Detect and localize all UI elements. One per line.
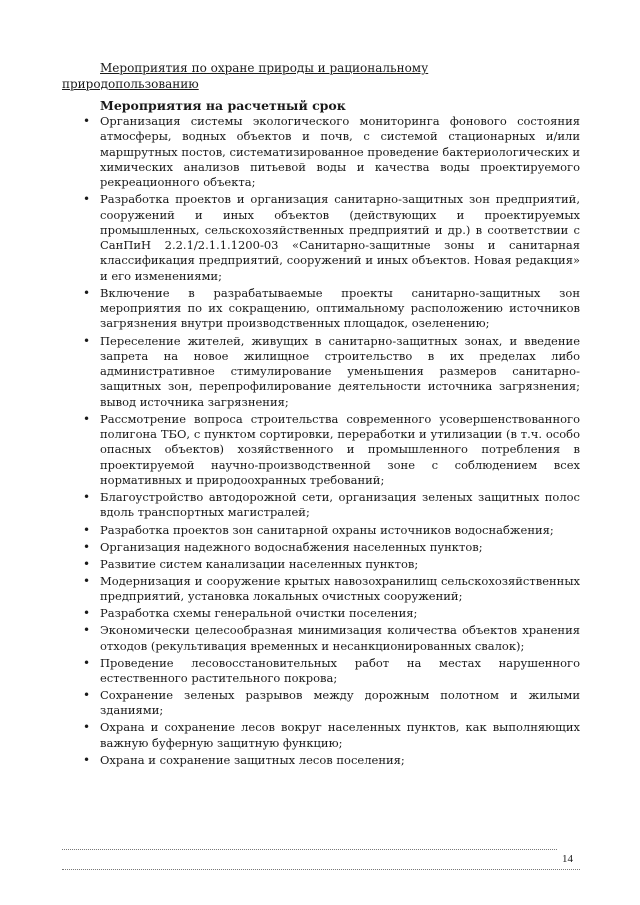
subheading: Мероприятия на расчетный срок: [100, 98, 346, 113]
bullet-icon: •: [83, 720, 91, 735]
bullet-icon: •: [83, 522, 91, 537]
list-item-text: Переселение жителей, живущих в санитарно-защитных зонах, и введение запрета на новое жилищное строительство в их пределах либо административное стимулирование уменьшения размеров санитарно-защитных зон, перепрофилирование деятельности источника загрязнения; вывод источника загрязнения;: [100, 333, 580, 409]
list-item: [82, 490, 580, 521]
bullet-icon: •: [83, 655, 91, 670]
list-item-text: Организация надежного водоснабжения населенных пунктов;: [100, 539, 483, 554]
list-item: [82, 574, 580, 605]
bullet-icon: •: [83, 752, 91, 767]
bullet-icon: •: [83, 573, 91, 588]
bullet-icon: •: [83, 539, 91, 554]
list-item: [82, 688, 580, 719]
section-title-line-1: Мероприятия по охране природы и рациональному: [100, 61, 429, 75]
list-item-text: Включение в разрабатываемые проекты санитарно-защитных зон мероприятия по их сокращению, оптимальному расположению источников загрязнения внутри производственных площадок, озеленению;: [100, 285, 580, 331]
list-item: [82, 412, 580, 488]
list-item: [82, 334, 580, 410]
bullet-icon: •: [83, 606, 91, 621]
list-item-text: Разработка проектов и организация санитарно-защитных зон предприятий, сооружений и иных объектов (действующих и проектируемых промышленных, сельскохозяйственных предприятий и др.) в соответствии с СанПиН 2.2.1/2.1.1.1200-03 «Санитарно-защитные зоны и санитарная классификация предприятий, сооружений и иных объектов. Новая редакция» и его изменениями;: [100, 192, 580, 283]
bullet-icon: •: [83, 192, 91, 207]
footer-divider-lower: [62, 869, 580, 870]
list-item-text: Проведение лесовосстановительных работ на местах нарушенного естественного растительного покрова;: [100, 655, 580, 685]
bullet-icon: •: [83, 688, 91, 703]
bullet-icon: •: [83, 114, 91, 128]
section-title-line-2: природопользованию: [62, 77, 199, 91]
list-item: [82, 753, 580, 768]
bullet-icon: •: [83, 556, 91, 571]
section-title: [62, 60, 482, 92]
list-item: [82, 523, 580, 538]
list-item-text: Охрана и сохранение защитных лесов поселения;: [100, 752, 405, 767]
bullet-icon: •: [83, 490, 91, 505]
list-item-text: Сохранение зеленых разрывов между дорожным полотном и жилыми зданиями;: [100, 688, 580, 718]
list-item-text: Модернизация и сооружение крытых навозохранилищ сельскохозяйственных предприятий, установка локальных очистных сооружений;: [100, 573, 580, 604]
list-item-text: Разработка схемы генеральной очистки поселения;: [100, 606, 418, 621]
measures-list: [82, 114, 580, 770]
list-item: [82, 720, 580, 751]
list-item-text: Разработка проектов зон санитарной охраны источников водоснабжения;: [100, 522, 554, 537]
list-item: [82, 114, 580, 190]
list-item-text: Экономически целесообразная минимизация количества объектов хранения отходов (рекультивация временных и несанкционированных свалок);: [100, 623, 580, 653]
list-item: [82, 192, 580, 284]
bullet-icon: •: [83, 623, 91, 638]
list-item-text: Организация системы экологического мониторинга фонового состояния атмосферы, водных объектов и почв, с системой стационарных и/или маршрутных постов, систематизированное проведение бактериологических и химических анализов питьевой воды и качества воды проектируемого рекреационного объекта;: [100, 114, 580, 190]
list-item: [82, 623, 580, 654]
bullet-icon: •: [83, 285, 91, 300]
footer-divider: [62, 849, 557, 850]
list-item: [82, 286, 580, 332]
list-item: [82, 656, 580, 687]
list-item-text: Рассмотрение вопроса строительства современного усовершенствованного полигона ТБО, с пунктом сортировки, переработки и утилизации (в т.ч. особо опасных объектов) хозяйственного и промышленного потребления в проектируемой научно-производственной зоне с соблюдением всех нормативных и природоохранных требований;: [100, 411, 580, 488]
list-item-text: Развитие систем канализации населенных пунктов;: [100, 556, 419, 571]
list-item: [82, 540, 580, 555]
list-item: [82, 606, 580, 621]
list-item-text: Охрана и сохранение лесов вокруг населенных пунктов, как выполняющих важную буферную защитную функцию;: [100, 720, 580, 750]
bullet-icon: •: [83, 411, 91, 426]
list-item: [82, 557, 580, 572]
page-number: 14: [562, 853, 573, 865]
bullet-icon: •: [83, 333, 91, 348]
list-item-text: Благоустройство автодорожной сети, организация зеленых защитных полос вдоль транспортных магистралей;: [100, 490, 580, 520]
